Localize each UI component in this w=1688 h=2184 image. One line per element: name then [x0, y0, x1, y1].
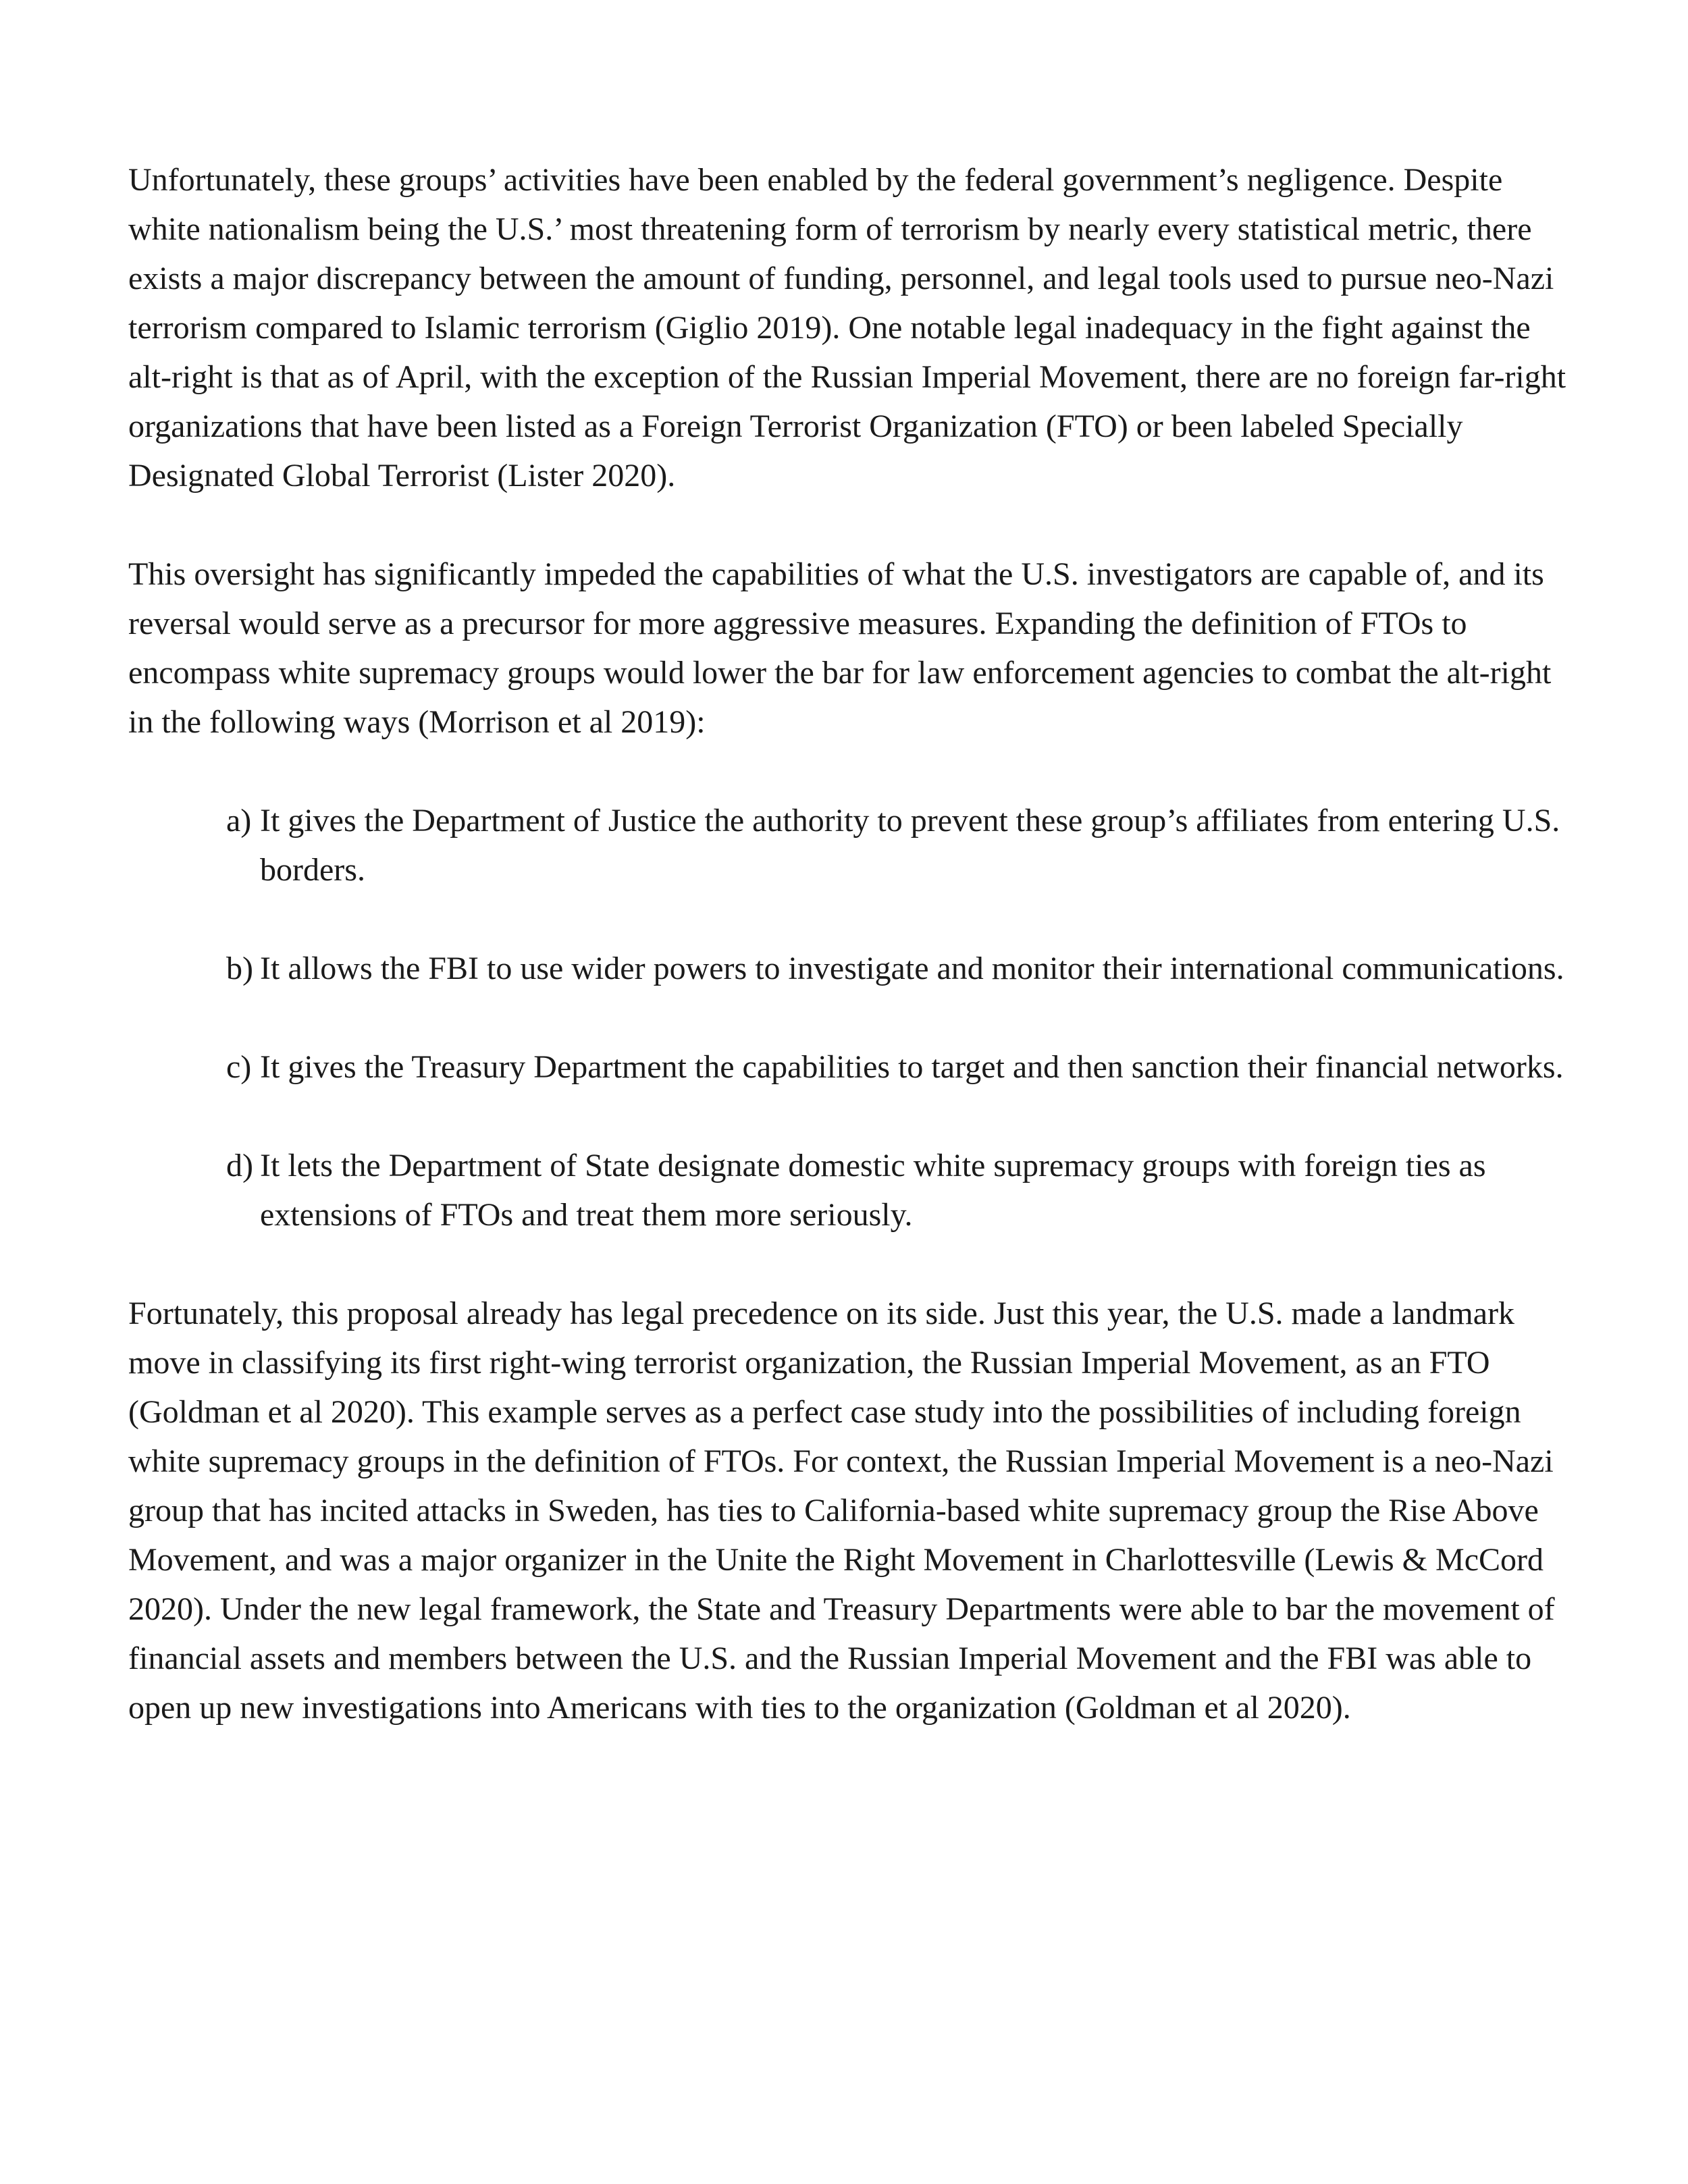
- list-item: [226, 1042, 1566, 1092]
- list-item-text: It allows the FBI to use wider powers to investigate and monitor their international communications.: [260, 951, 1564, 986]
- document-page: [128, 155, 1566, 1782]
- list-item: [226, 944, 1566, 993]
- list-item: [226, 1141, 1566, 1240]
- paragraph-oversight: This oversight has significantly impeded the capabilities of what the U.S. investigators are capable of, and its reversal would serve as a precursor for more aggressive measures. Expanding the definition of FTOs to encompass white supremacy groups would lower the bar for law enforcement agencies to combat the alt-right in the following ways (Morrison et al 2019):: [128, 556, 1552, 740]
- fto-benefits-list: [128, 796, 1566, 1240]
- list-item: [226, 796, 1566, 895]
- list-marker: b): [226, 951, 253, 986]
- list-marker: c): [226, 1049, 252, 1085]
- list-item-text: It lets the Department of State designate domestic white supremacy groups with foreign ties as extensions of FTOs and treat them more seriously.: [260, 1148, 1486, 1233]
- list-item-text: It gives the Department of Justice the authority to prevent these group’s affiliates from entering U.S. borders.: [260, 803, 1560, 888]
- list-marker: d): [226, 1148, 253, 1183]
- paragraph-negligence: Unfortunately, these groups’ activities have been enabled by the federal government’s negligence. Despite white nationalism being the U.S.’ most threatening form of terrorism by nearly every statistical metric, there exists a major discrepancy between the amount of funding, personnel, and legal tools used to pursue neo-Nazi terrorism compared to Islamic terrorism (Giglio 2019). One notable legal inadequacy in the fight against the alt-right is that as of April, with the exception of the Russian Imperial Movement, there are no foreign far-right organizations that have been listed as a Foreign Terrorist Organization (FTO) or been labeled Specially Designated Global Terrorist (Lister 2020).: [128, 162, 1566, 494]
- list-marker: a): [226, 803, 252, 838]
- paragraph-precedent: Fortunately, this proposal already has legal precedence on its side. Just this year, the U.S. made a landmark move in classifying its first right-wing terrorist organization, the Russian Imperial Movement, as an FTO (Goldman et al 2020). This example serves as a perfect case study into the possibilities of including foreign white supremacy groups in the definition of FTOs. For context, the Russian Imperial Movement is a neo-Nazi group that has incited attacks in Sweden, has ties to California-based white supremacy group the Rise Above Movement, and was a major organizer in the Unite the Right Movement in Charlottesville (Lewis & McCord 2020). Under the new legal framework, the State and Treasury Departments were able to bar the movement of financial assets and members between the U.S. and the Russian Imperial Movement and the FBI was able to open up new investigations into Americans with ties to the organization (Goldman et al 2020).: [128, 1296, 1555, 1726]
- list-item-text: It gives the Treasury Department the capabilities to target and then sanction their financial networks.: [260, 1049, 1564, 1085]
